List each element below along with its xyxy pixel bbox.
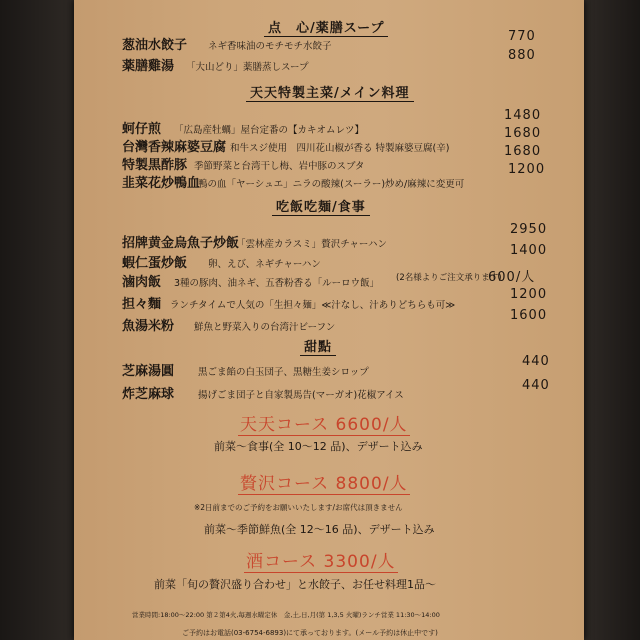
section-title-rice: 吃飯吃麺/食事 [272,196,370,215]
item-name: 招牌黄金烏魚子炒飯 [122,236,240,251]
rice-order-note: (2名様よりご注文承ります) [396,273,502,283]
item-desc: 和牛スジ使用 四川花山椒が香る 特製麻婆豆腐(辛) [230,143,450,154]
item-price: 1400 [510,243,548,258]
course-title: 贅沢コース 8800/人 [240,474,408,494]
item-name: 蚵仔煎 [122,122,162,137]
item-name: 芝麻湯圓 [122,364,175,379]
item-price: 1680 [504,144,542,159]
item-price: 880 [508,48,536,63]
item-name: 韭菜花炒鴨血 [122,176,201,191]
course-detail: 前菜～食事(全 10～12 品)、デザート込み [214,440,423,453]
item-name: 葱油水餃子 [122,38,188,53]
item-name: 炸芝麻球 [122,387,175,402]
item-price: 1200 [508,162,546,177]
footer-hours: 営業時間:18:00～22:00 第２第4火,毎週水曜定休 金,土,日,月(第 1,3,5 火曜)ランチ営業 11:30～14:00 [132,611,440,619]
section-title-dessert: 甜點 [300,336,336,355]
item-desc: 揚げごま団子と自家製馬告(マーガオ)花椒アイス [198,390,404,401]
item-desc: 「大山どり」薬膳蒸しスープ [186,62,309,73]
item-name: 台灣香辣麻婆豆腐 [122,140,227,155]
item-name: 担々麵 [122,297,162,312]
item-name: 特製黒酢豚 [122,158,188,173]
item-desc: ネギ香味油のモチモチ水餃子 [208,41,332,52]
course-note: ※2日前までのご予約をお願いいたします/お席代は頂きません [194,503,403,512]
item-name: 魚湯米粉 [122,319,175,334]
item-desc: 鴨の血「ヤーシュエ」ニラの酸辣(スーラー)炒め/麻辣に変更可 [198,179,465,190]
section-title-main: 天天特製主菜/メイン料理 [246,82,414,101]
section-title-soup: 点 心/薬膳スープ [264,17,388,36]
item-desc: 卵、えび、ネギチャーハン [208,259,321,270]
item-desc: 3種の豚肉、油ネギ、五香粉香る「ルーロウ飯」 [174,278,380,289]
item-price: 1600 [510,308,548,323]
menu-sheet [74,0,584,640]
item-desc: 季節野菜と台湾干し梅、岩中豚のスブタ [194,161,365,172]
item-desc: 黒ごま餡の白玉団子、黒糖生姜シロップ [198,367,369,378]
item-name: 滷肉飯 [122,275,162,290]
footer-contact: ご予約はお電話(03-6754-6893)にて承っております。(メール予約は休止中です) [182,629,438,637]
item-name: 薬膳雞湯 [122,59,175,74]
item-price: 440 [522,378,550,393]
item-price: 770 [508,29,536,44]
course-title: 酒コース 3300/人 [246,552,396,572]
course-title: 天天コース 6600/人 [240,415,408,435]
item-desc: 「雲林産カラスミ」贅沢チャーハン [236,239,387,250]
item-price: 600/人 [488,270,536,285]
item-price: 2950 [510,222,548,237]
item-price: 1680 [504,126,542,141]
course-detail: 前菜「旬の贅沢盛り合わせ」と水餃子、お任せ料理1品～ [154,578,436,591]
course-detail: 前菜～季節鮮魚(全 12～16 品)、デザート込み [204,523,435,536]
item-price: 1200 [510,287,548,302]
background-right [584,0,640,640]
item-desc: 「広島産牡蠣」屋台定番の【カキオムレツ】 [174,125,365,136]
item-price: 1480 [504,108,542,123]
background-left [0,0,74,640]
item-desc: 鮮魚と野菜入りの台湾汁ビーフン [194,322,336,333]
item-name: 蝦仁蛋炒飯 [122,256,188,271]
item-desc: ランチタイムで人気の「生担々麺」≪汁なし、汁ありどちらも可≫ [170,300,456,311]
item-price: 440 [522,354,550,369]
